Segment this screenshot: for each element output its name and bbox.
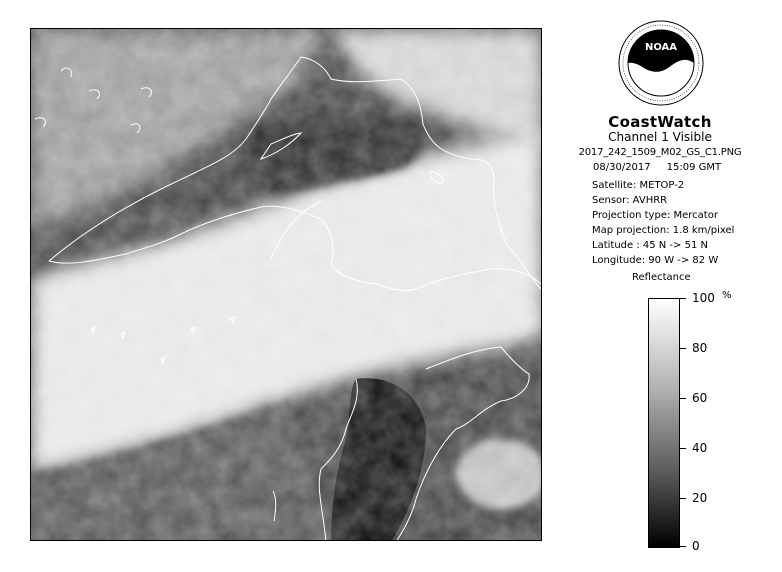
sensor-info: Sensor: AVHRR	[592, 195, 668, 206]
satellite-image	[30, 28, 542, 541]
colorbar-tick-label: 60	[692, 391, 708, 405]
map-projection: Map projection: 1.8 km/pixel	[592, 225, 735, 236]
product-title: CoastWatch	[608, 113, 712, 131]
colorbar-tick-label: 20	[692, 491, 708, 505]
file-name: 2017_242_1509_M02_GS_C1.PNG	[578, 147, 742, 158]
longitude-range: Longitude: 90 W -> 82 W	[592, 255, 719, 266]
acquisition-datetime	[593, 162, 721, 173]
satellite-map-svg	[31, 29, 542, 541]
acquisition-time: 15:09 GMT	[666, 162, 722, 173]
colorbar-tick-label: 100	[692, 291, 715, 305]
colorbar-tick-label: 0	[692, 539, 700, 553]
satellite-info: Satellite: METOP-2	[592, 180, 685, 191]
reflectance-colorbar	[648, 298, 680, 548]
noaa-logo-icon	[618, 20, 704, 106]
acquisition-date: 08/30/2017	[593, 162, 651, 173]
colorbar-tick	[680, 498, 686, 499]
colorbar-tick-label: 80	[692, 341, 708, 355]
channel-name: Channel 1 Visible	[608, 130, 712, 144]
colorbar-tick-label: 40	[692, 441, 708, 455]
colorbar-tick	[680, 546, 686, 547]
cloud-texture	[31, 29, 542, 541]
projection-type: Projection type: Mercator	[592, 210, 718, 221]
latitude-range: Latitude : 45 N -> 51 N	[592, 240, 708, 251]
colorbar-tick	[680, 298, 686, 299]
colorbar-tick	[680, 348, 686, 349]
colorbar-tick	[680, 398, 686, 399]
legend-title: Reflectance	[632, 272, 691, 283]
colorbar-tick	[680, 448, 686, 449]
legend-unit: %	[722, 290, 732, 301]
svg-text:NOAA: NOAA	[644, 42, 678, 53]
